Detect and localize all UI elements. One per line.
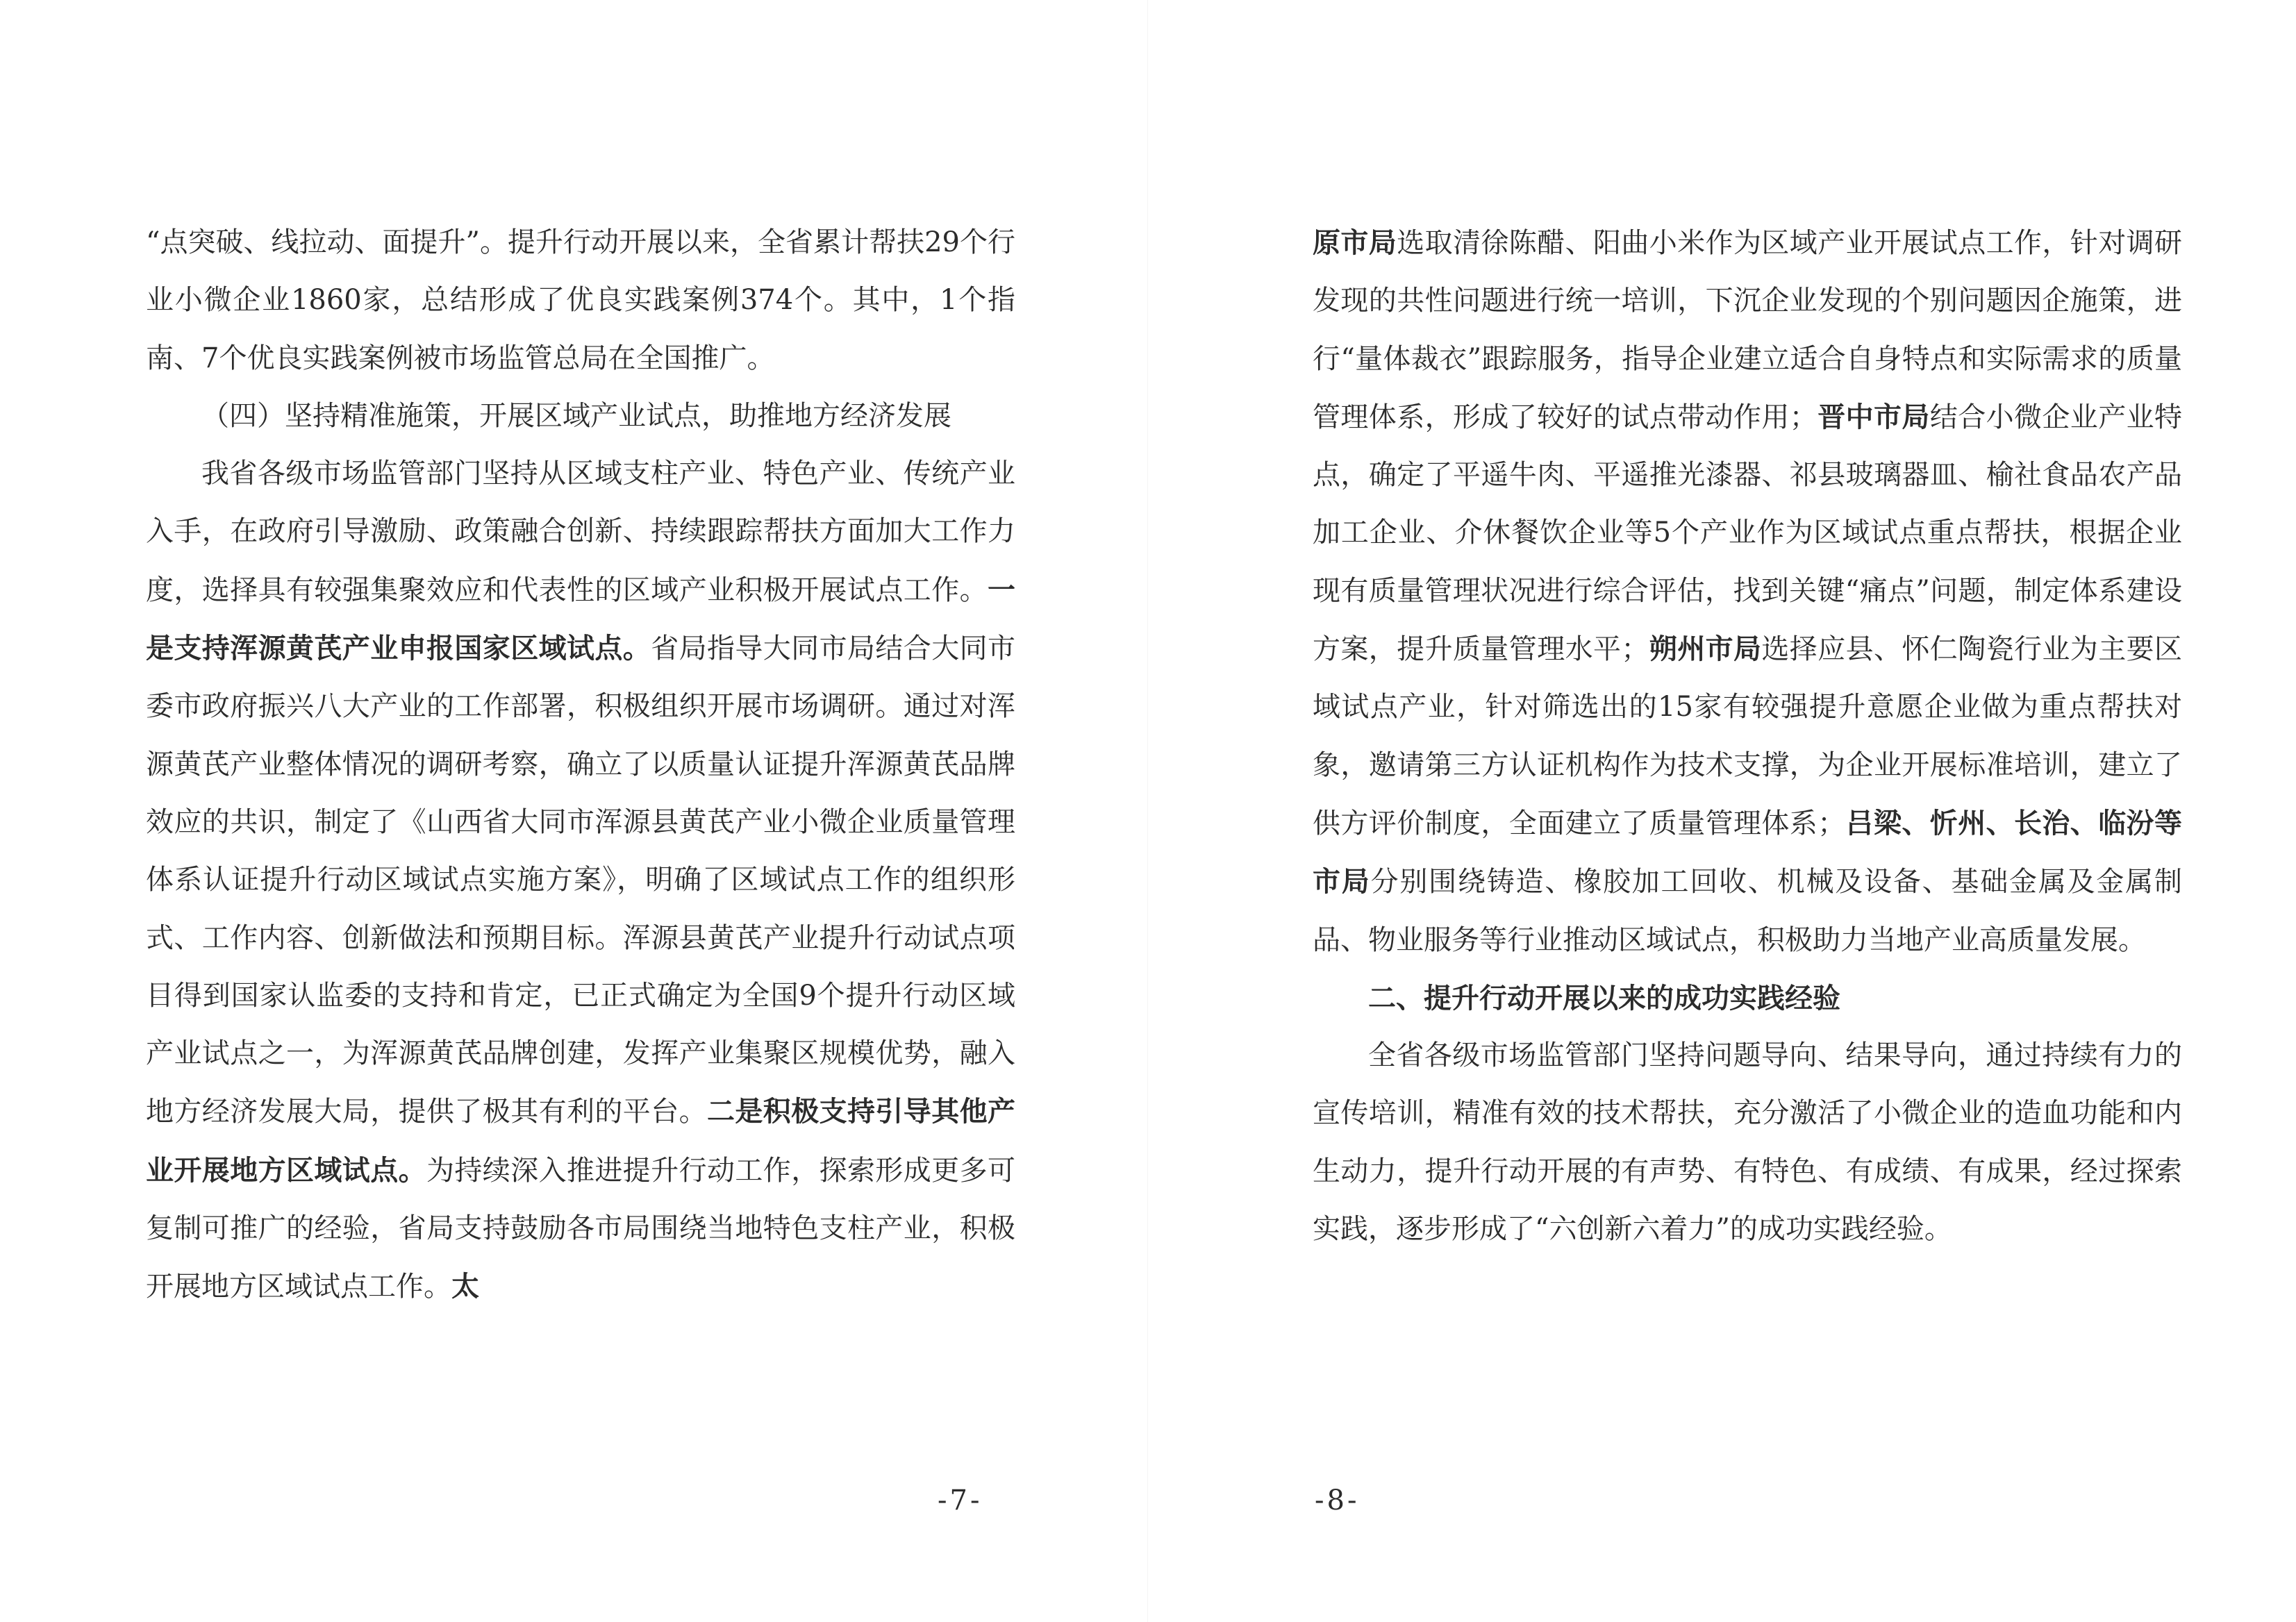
bold-other-cities: 吕梁、忻州、长治、临汾等市局 bbox=[1313, 806, 2183, 898]
bold-point-2: 二是积极支持引导其他产业开展地方区域试点。 bbox=[146, 1095, 1015, 1187]
paragraph-city-pilots bbox=[1313, 214, 2182, 969]
bold-point-1: 一是支持浑源黄芪产业申报国家区域试点。 bbox=[146, 573, 1015, 665]
bold-shuozhou: 朔州市局 bbox=[1649, 633, 1762, 666]
bold-taiyuan: 原市局 bbox=[1313, 226, 1397, 259]
left-text-column bbox=[146, 214, 1015, 1316]
text-run: 省局指导大同市局结合大同市委市政府振兴八大产业的工作部署，积极组织开展市场调研。通过对浑源黄芪产业整体情况的调研考察，确立了以质量认证提升浑源黄芪品牌效应的共识，制定了《山西省大同市浑源县黄芪产业小微企业质量管理体系认证提升行动区域试点实施方案》，明确了区域试点工作的组织形式、工作内容、创新做法和预期目标。浑源县黄芪产业提升行动试点项目得到国家认监委的支持和肯定，已正式确定为全国9个提升行动区域产业试点之一，为浑源黄芪品牌创建，发挥产业集聚区规模优势，融入地方经济发展大局，提供了极其有利的平台。 bbox=[146, 633, 1016, 1128]
text-run: 我省各级市场监管部门坚持从区域支柱产业、特色产业、传统产业入手，在政府引导激励、政策融合创新、持续跟踪帮扶方面加大工作力度，选择具有较强集聚效应和代表性的区域产业积极开展试点工作。 bbox=[146, 458, 1015, 606]
page-number-7: -7- bbox=[938, 1485, 983, 1516]
paragraph-regional-pilots bbox=[146, 445, 1015, 1316]
section-heading-4: （四）坚持精准施策，开展区域产业试点，助推地方经济发展 bbox=[201, 399, 951, 432]
right-text-column bbox=[1313, 214, 2182, 1258]
text-run: 选择应县、怀仁陶瓷行业为主要区域试点产业，针对筛选出的15家有较强提升意愿企业做为重点帮扶对象，邀请第三方认证机构作为技术支撑，为企业开展标准培训，建立了供方评价制度，全面建立了质量管理体系； bbox=[1313, 633, 2183, 839]
bold-jinzhong: 晋中市局 bbox=[1817, 400, 1930, 433]
paragraph-experience: 全省各级市场监管部门坚持问题导向、结果导向，通过持续有力的宣传培训，精准有效的技术帮扶，充分激活了小微企业的造血功能和内生动力，提升行动开展的有声势、有特色、有成绩、有成果，经过探索实践，逐步形成了“六创新六着力”的成功实践经验。 bbox=[1313, 1039, 2182, 1246]
right-page bbox=[1148, 0, 2296, 1622]
section-heading-2: 二、提升行动开展以来的成功实践经验 bbox=[1368, 981, 1840, 1014]
bold-city-start: 太 bbox=[451, 1270, 479, 1303]
text-run: 为持续深入推进提升行动工作，探索形成更多可复制可推广的经验，省局支持鼓励各市局围绕当地特色支柱产业，积极开展地方区域试点工作。 bbox=[146, 1154, 1015, 1303]
text-run: 结合小微企业产业特点，确定了平遥牛肉、平遥推光漆器、祁县玻璃器皿、榆社食品农产品加工企业、介休餐饮企业等5个产业作为区域试点重点帮扶，根据企业现有质量管理状况进行综合评估，找到关键“痛点”问题，制定体系建设方案，提升质量管理水平； bbox=[1313, 401, 2183, 666]
text-run: 选取清徐陈醋、阳曲小米作为区域产业开展试点工作，针对调研发现的共性问题进行统一培训，下沉企业发现的个别问题因企施策，进行“量体裁衣”跟踪服务，指导企业建立适合自身特点和实际需求的质量管理体系，形成了较好的试点带动作用； bbox=[1313, 227, 2183, 433]
paragraph-summary: “点突破、线拉动、面提升”。提升行动开展以来，全省累计帮扶29个行业小微企业1860家，总结形成了优良实践案例374个。其中，1个指南、7个优良实践案例被市场监管总局在全国推广。 bbox=[146, 226, 1015, 374]
page-number-8: -8- bbox=[1315, 1485, 1360, 1516]
text-run: 分别围绕铸造、橡胶加工回收、机械及设备、基础金属及金属制品、物业服务等行业推动区域试点，积极助力当地产业高质量发展。 bbox=[1313, 866, 2183, 956]
